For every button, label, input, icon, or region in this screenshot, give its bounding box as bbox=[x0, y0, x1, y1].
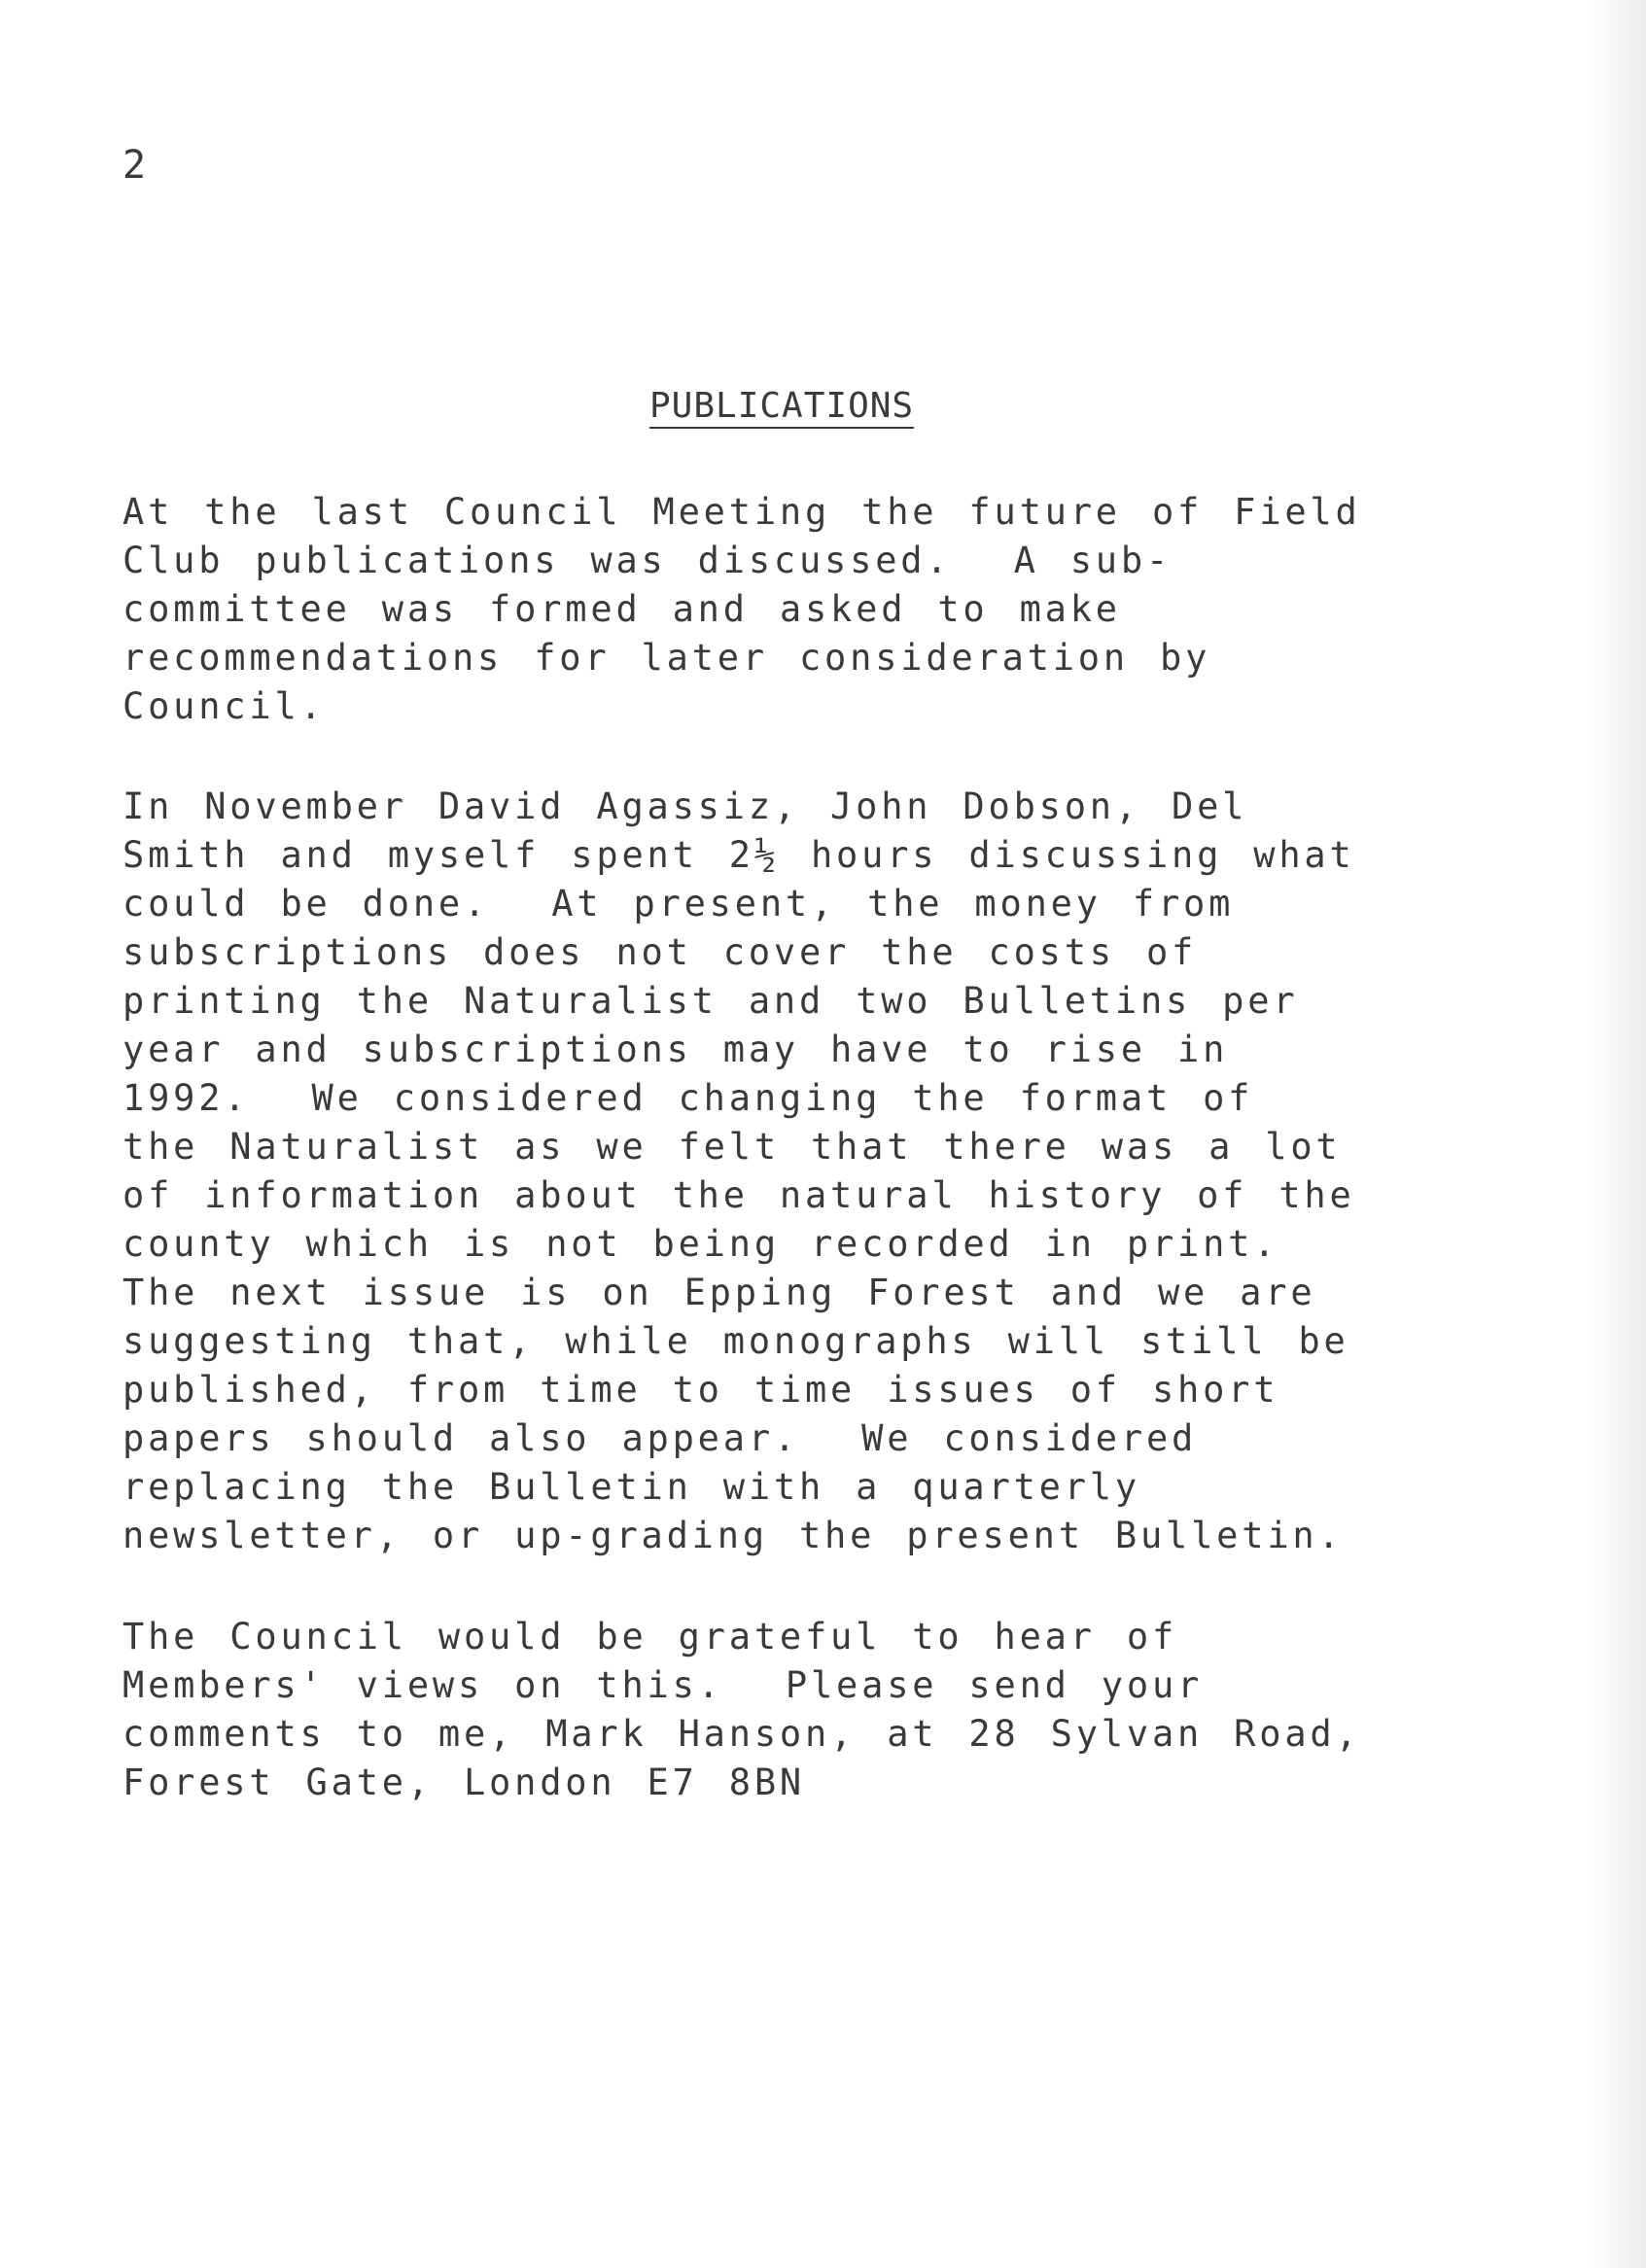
paragraph-line: comments to me, Mark Hanson, at 28 Sylvan Road, bbox=[123, 1713, 1361, 1755]
paragraph-line: could be done. At present, the money from bbox=[123, 883, 1235, 925]
paragraph-line: year and subscriptions may have to rise in bbox=[123, 1029, 1229, 1070]
paragraph-line: committee was formed and asked to make bbox=[123, 588, 1121, 630]
paragraph-line: subscriptions does not cover the costs of bbox=[123, 931, 1198, 973]
paragraph-line: suggesting that, while monographs will still be bbox=[123, 1320, 1349, 1362]
paragraph-line: the Naturalist as we felt that there was a lot bbox=[123, 1126, 1342, 1168]
section-heading: PUBLICATIONS bbox=[649, 386, 915, 426]
paragraph-line: Club publications was discussed. A sub- bbox=[123, 540, 1173, 581]
paragraph-line: The Council would be grateful to hear of bbox=[123, 1616, 1178, 1657]
paragraph-members-views bbox=[123, 1613, 1620, 1807]
paragraph-line: published, from time to time issues of short bbox=[123, 1369, 1279, 1411]
paragraph-line: 1992. We considered changing the format of bbox=[123, 1077, 1254, 1119]
paragraph-line: Smith and myself spent 2½ hours discussing what bbox=[123, 834, 1355, 876]
paragraph-line: The next issue is on Epping Forest and we are bbox=[123, 1272, 1316, 1313]
page-number: 2 bbox=[123, 143, 149, 188]
paragraph-line: recommendations for later consideration by bbox=[123, 637, 1211, 679]
paragraph-line: county which is not being recorded in print. bbox=[123, 1223, 1279, 1265]
paragraph-line: printing the Naturalist and two Bulletins per bbox=[123, 980, 1299, 1022]
paragraph-line: Council. bbox=[123, 685, 326, 727]
paragraph-line: At the last Council Meeting the future of Field bbox=[123, 491, 1361, 533]
paragraph-council-meeting bbox=[123, 488, 1620, 731]
paragraph-november-discussion bbox=[123, 783, 1620, 1560]
paragraph-line: of information about the natural history of the bbox=[123, 1174, 1355, 1216]
paragraph-line: replacing the Bulletin with a quarterly bbox=[123, 1466, 1140, 1508]
paragraph-line: newsletter, or up-grading the present Bulletin. bbox=[123, 1515, 1344, 1556]
paragraph-line: papers should also appear. We considered bbox=[123, 1417, 1198, 1459]
paragraph-line: In November David Agassiz, John Dobson, Del bbox=[123, 785, 1248, 827]
paragraph-line: Forest Gate, London E7 8BN bbox=[123, 1762, 805, 1803]
paragraph-line: Members' views on this. Please send your bbox=[123, 1664, 1204, 1706]
